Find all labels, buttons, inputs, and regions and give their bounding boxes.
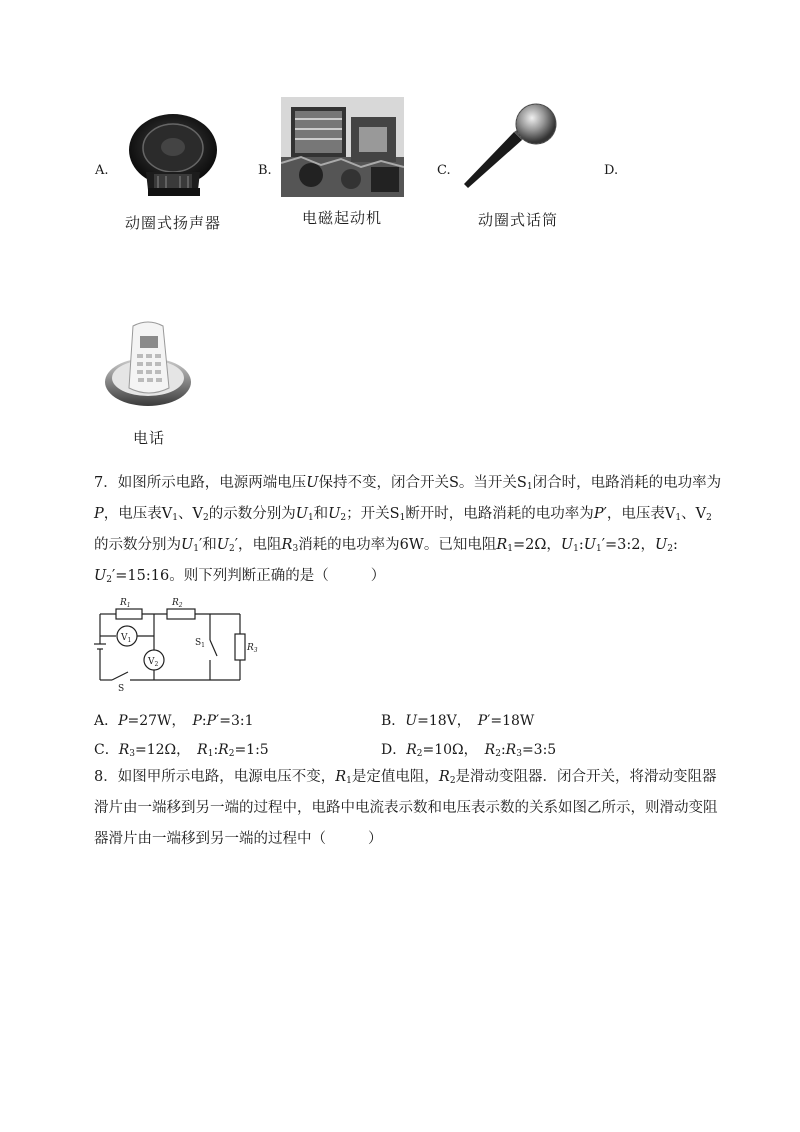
option-d-caption: 电话 [133, 429, 166, 447]
circuit-diagram [92, 592, 267, 695]
q7-line-4: $U_2'=15:16$。则下列判断正确的是（ ） [94, 568, 386, 585]
question-8 [94, 762, 734, 862]
q7-option-d[interactable]: D．$R_2=10\Omega$， $R_2:R_3=3:5$ [381, 742, 557, 759]
option-b-caption: 电磁起动机 [302, 209, 383, 227]
label-r2: $R_2$ [172, 598, 183, 609]
switch-s [112, 672, 128, 680]
option-a-caption: 动圈式扬声器 [125, 214, 222, 232]
switch-s1 [210, 640, 217, 656]
q8-line-2: 滑片由一端移到另一端的过程中，电路中电流表示数和电压表示数的关系如图乙所示，则滑动变阻 [94, 800, 718, 816]
q7-line-3: 的示数分别为$U_1'$和$U_2'$，电阻$R_3$消耗的电功率为6W。已知电阻$R_1=2\Omega$，$U_1:U_1'=3:2$，$U_2$: [94, 537, 678, 554]
speaker-image [118, 110, 228, 202]
q7-option-b[interactable]: B．U=18V， P′=18W [381, 713, 535, 729]
question-7 [94, 468, 734, 598]
phone-image [103, 318, 193, 410]
machine-photo [281, 97, 404, 197]
option-c-letter[interactable]: C. [437, 163, 451, 178]
label-v2: $V_2$ [148, 657, 159, 668]
q8-line-1: 8．如图甲所示电路，电源电压不变，$R_1$是定值电阻，$R_2$是滑动变阻器．闭合开关，将滑动变阻器 [94, 769, 717, 786]
option-d-letter[interactable]: D. [604, 163, 619, 178]
label-s1: $S_1$ [195, 638, 205, 649]
q7-line-2: P，电压表$V_1$、$V_2$的示数分别为$U_1$和$U_2$；开关$S_1$断开时，电路消耗的电功率为P′，电压表$V_1$、$V_2$ [94, 506, 712, 523]
option-b-letter[interactable]: B. [258, 163, 272, 178]
option-a-letter[interactable]: A. [95, 163, 109, 178]
q7-option-a[interactable]: A．P=27W， P:P′=3:1 [94, 713, 254, 729]
resistor-r1 [116, 609, 142, 619]
resistor-r2 [167, 609, 195, 619]
option-c-caption: 动圈式话筒 [478, 211, 559, 229]
label-v1: $V_1$ [121, 633, 132, 644]
label-s: S [118, 684, 125, 694]
microphone-image [460, 100, 565, 195]
q7-option-c[interactable]: C．$R_3=12\Omega$， $R_1:R_2=1:5$ [94, 742, 269, 759]
resistor-r3 [235, 634, 245, 660]
label-r1: $R_1$ [120, 598, 131, 609]
q7-line-1: 7．如图所示电路，电源两端电压U保持不变，闭合开关S。当开关$S_1$闭合时，电路消耗的电功率为 [94, 475, 722, 492]
label-r3: $R_3$ [247, 643, 258, 654]
q8-line-3: 器滑片由一端移到另一端的过程中（ ） [94, 831, 383, 847]
